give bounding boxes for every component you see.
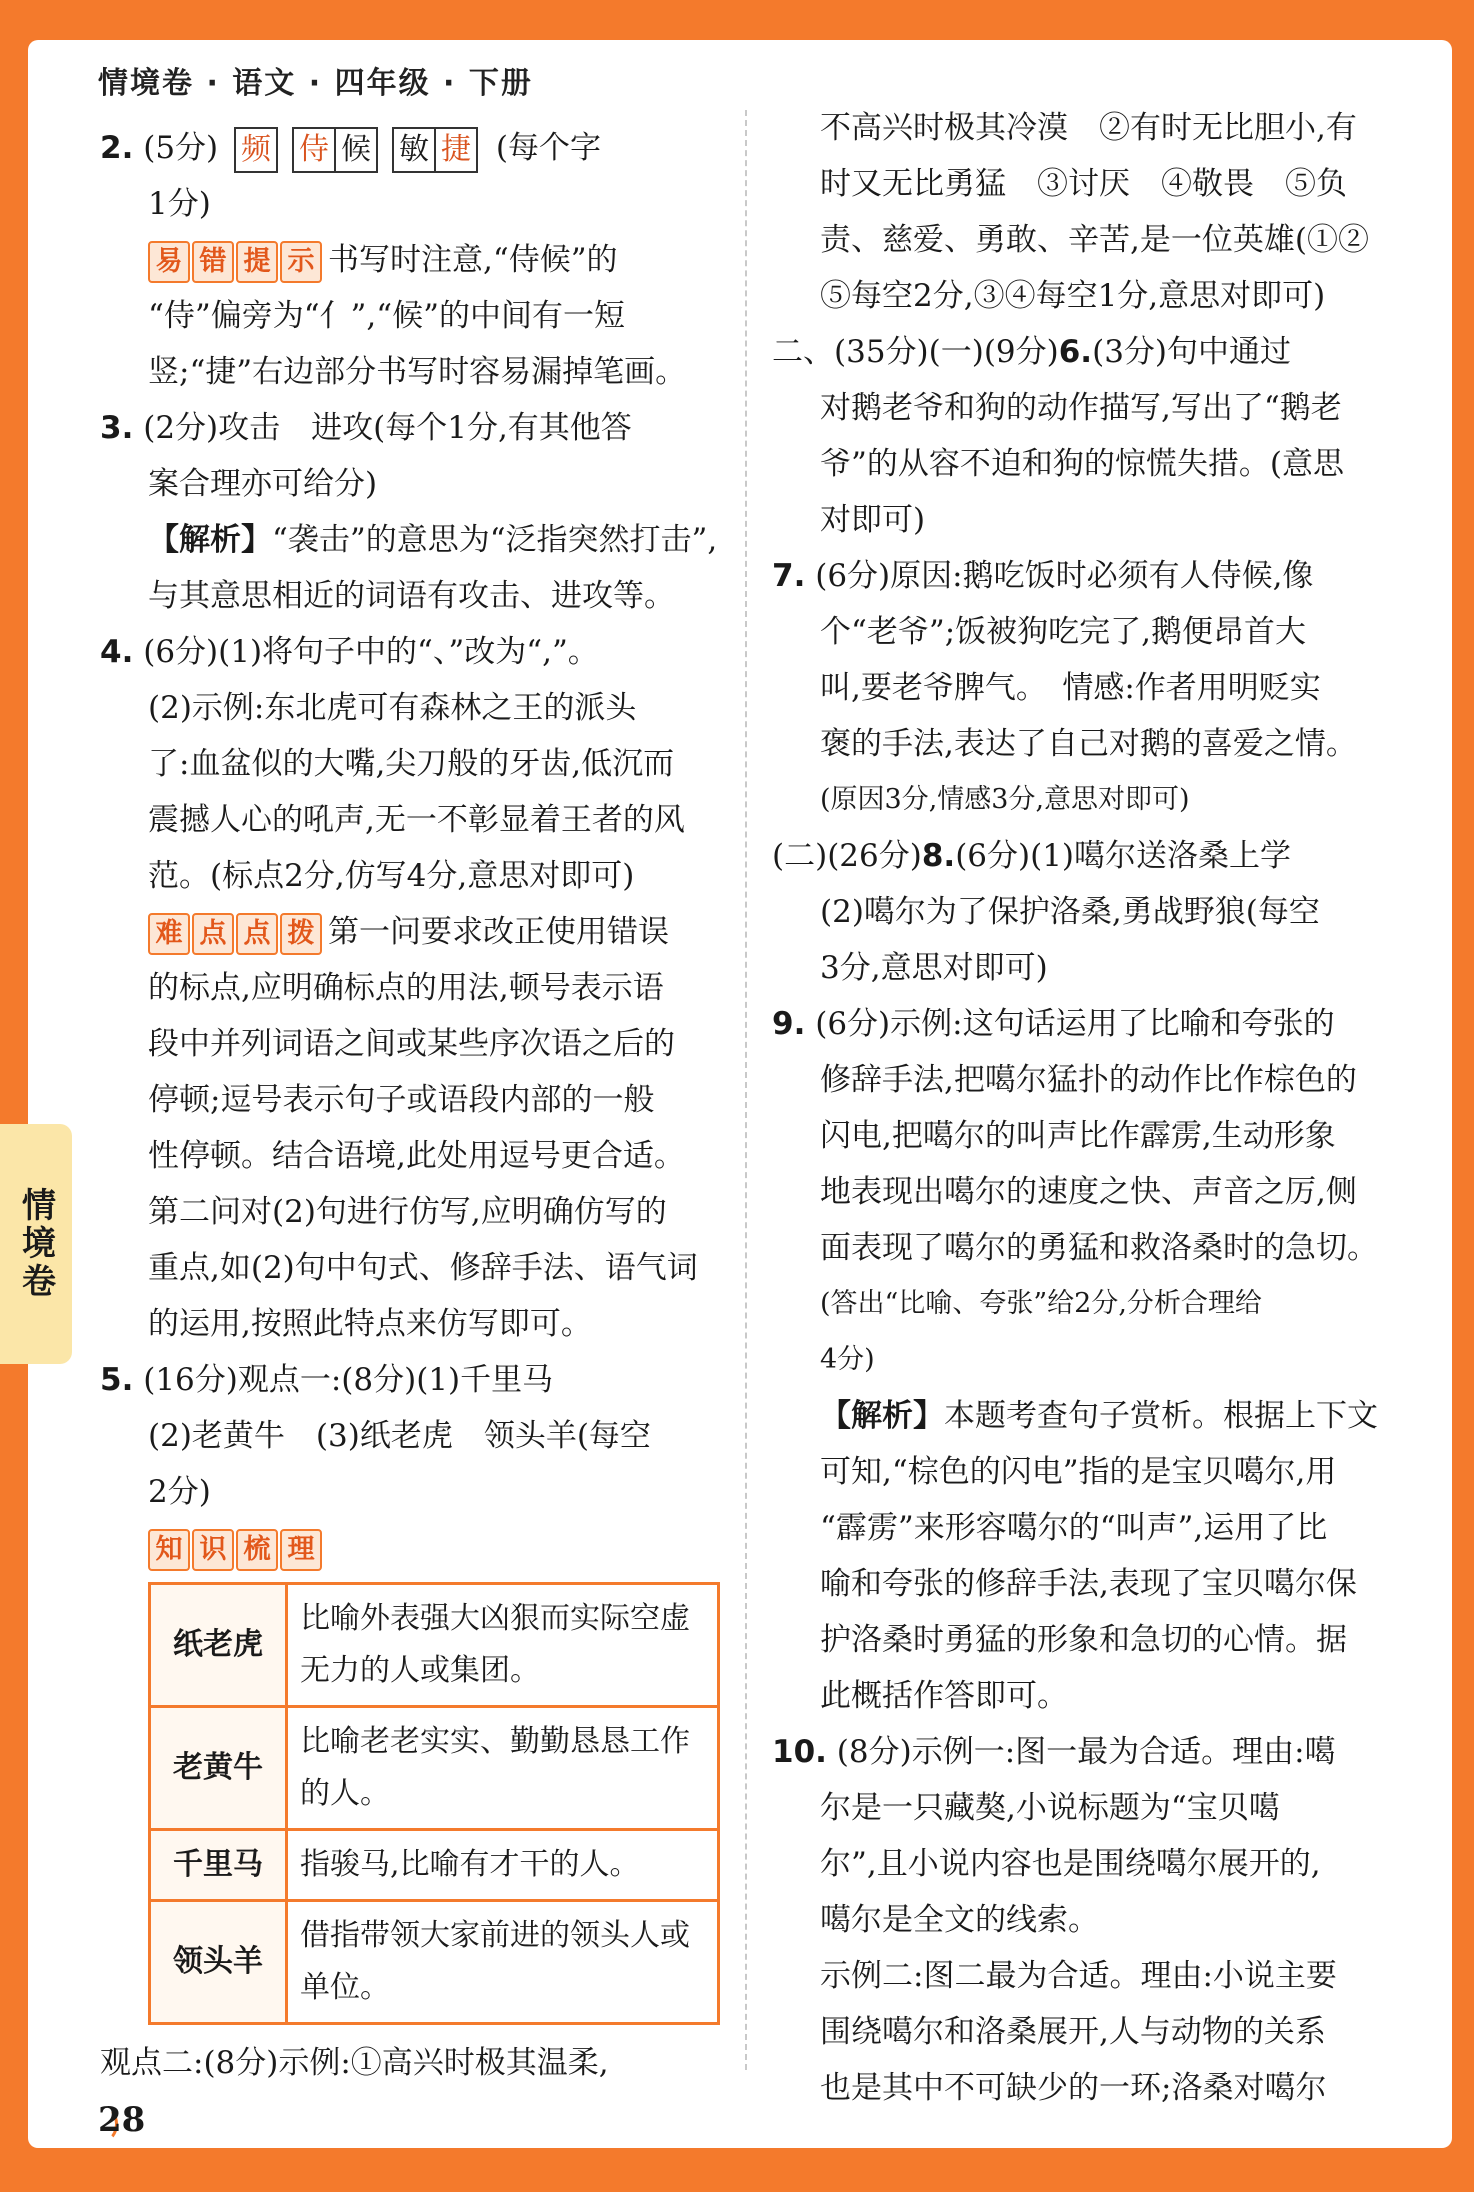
analysis-label: 【解析】 xyxy=(148,522,272,558)
cont-line: 不高兴时极其冷漠 ②有时无比胆小,有 xyxy=(820,110,1357,146)
right-column xyxy=(772,100,1394,2116)
tag-char: 提 xyxy=(236,241,278,283)
q2-score: (5分) xyxy=(143,130,219,166)
q4-line: 震撼人心的吼声,无一不彰显着王者的风 xyxy=(148,802,685,838)
cont-line: ⑤每空2分,③④每空1分,意思对即可) xyxy=(820,278,1326,314)
q8-line: (6分)(1)噶尔送洛桑上学 xyxy=(955,838,1292,874)
tip-label-knowledge xyxy=(148,1529,322,1571)
term-cell: 领头羊 xyxy=(150,1901,287,2024)
q9-analysis: 护洛桑时勇猛的形象和急切的心情。据 xyxy=(820,1622,1347,1658)
tag-char: 知 xyxy=(148,1529,190,1571)
q10-line: (8分)示例一:图一最为合适。理由:噶 xyxy=(836,1734,1336,1770)
tag-char: 识 xyxy=(192,1529,234,1571)
tag-char: 错 xyxy=(192,241,234,283)
section-2-heading: 二、(35分)(一)(9分) xyxy=(772,334,1059,370)
q9-line: 地表现出噶尔的速度之快、声音之厉,侧 xyxy=(820,1174,1357,1210)
q9-analysis: 喻和夸张的修辞手法,表现了宝贝噶尔保 xyxy=(820,1566,1357,1602)
q10-number: 10. xyxy=(772,1734,827,1770)
q9-line: 4分) xyxy=(820,1344,875,1375)
q2-tail: (每个字 xyxy=(495,130,601,166)
q7-line: (6分)原因:鹅吃饭时必须有人侍候,像 xyxy=(815,558,1314,594)
analysis-label: 【解析】 xyxy=(820,1398,944,1434)
q2-tip-line: 竖;“捷”右边部分书写时容易漏掉笔画。 xyxy=(148,354,687,390)
q10-line: 尔是一只藏獒,小说标题为“宝贝噶 xyxy=(820,1790,1280,1826)
q10-line: 围绕噶尔和洛桑展开,人与动物的关系 xyxy=(820,2014,1326,2050)
q6-line: (3分)句中通过 xyxy=(1092,334,1292,370)
q9-analysis: 此概括作答即可。 xyxy=(820,1678,1068,1714)
table-row xyxy=(150,1584,719,1707)
q9-number: 9. xyxy=(772,1006,806,1042)
column-divider xyxy=(745,110,747,2070)
q5-after: 观点二:(8分)示例:①高兴时极其温柔, xyxy=(100,2045,609,2081)
q2-tip-line: “侍”偏旁为“亻”,“候”的中间有一短 xyxy=(148,298,625,334)
q4-tip-line: 的运用,按照此特点来仿写即可。 xyxy=(148,1306,592,1342)
q5-line: 2分) xyxy=(148,1474,211,1510)
cont-line: 责、慈爱、勇敢、辛苦,是一位英雄(①② xyxy=(820,222,1369,258)
left-column xyxy=(100,120,720,2091)
q2-cont: 1分) xyxy=(148,186,211,222)
tip-label-easy-error xyxy=(148,241,322,283)
q3-analysis: “袭击”的意思为“泛指突然打击”, xyxy=(272,522,718,558)
q2-number: 2. xyxy=(100,130,134,166)
subsection-2-heading: (二)(26分) xyxy=(772,838,922,874)
q4-tip-line: 段中并列词语之间或某些序次语之后的 xyxy=(148,1026,675,1062)
tag-char: 拨 xyxy=(280,913,322,955)
q6-line: 对鹅老爷和狗的动作描写,写出了“鹅老 xyxy=(820,390,1342,426)
q2-tip-line: 书写时注意,“侍候”的 xyxy=(328,242,618,278)
question-2 xyxy=(100,120,720,400)
q4-line: 范。(标点2分,仿写4分,意思对即可) xyxy=(148,858,635,894)
q7-line: (原因3分,情感3分,意思对即可) xyxy=(820,784,1190,815)
q10-line: 也是其中不可缺少的一环;洛桑对噶尔 xyxy=(820,2070,1327,2106)
q6-number: 6. xyxy=(1058,334,1093,370)
q5-line: (16分)观点一:(8分)(1)千里马 xyxy=(143,1362,554,1398)
q8-line: (2)噶尔为了保护洛桑,勇战野狼(每空 xyxy=(820,894,1320,930)
tag-char: 点 xyxy=(236,913,278,955)
question-5 xyxy=(100,1352,720,2091)
tag-char: 点 xyxy=(192,913,234,955)
definition-cell: 比喻老老实实、勤勤恳恳工作的人。 xyxy=(287,1707,719,1830)
q9-analysis: “霹雳”来形容噶尔的“叫声”,运用了比 xyxy=(820,1510,1328,1546)
char-box xyxy=(236,127,278,173)
q10-line: 噶尔是全文的线索。 xyxy=(820,1902,1099,1938)
q4-line: (2)示例:东北虎可有森林之王的派头 xyxy=(148,690,637,726)
q4-line: 了:血盆似的大嘴,尖刀般的牙齿,低沉而 xyxy=(148,746,675,782)
q10-line: 尔”,且小说内容也是围绕噶尔展开的, xyxy=(820,1846,1321,1882)
q3-line: (2分)攻击 进攻(每个1分,有其他答 xyxy=(143,410,632,446)
char-box xyxy=(394,127,478,173)
q6-line: 对即可) xyxy=(820,502,926,538)
q7-line: 叫,要老爷脾气。 情感:作者用明贬实 xyxy=(820,670,1321,706)
q9-line: (6分)示例:这句话运用了比喻和夸张的 xyxy=(815,1006,1335,1042)
q9-analysis: 可知,“棕色的闪电”指的是宝贝噶尔,用 xyxy=(820,1454,1337,1490)
q7-line: 个“老爷”;饭被狗吃完了,鹅便昂首大 xyxy=(820,614,1306,650)
char-cell: 候 xyxy=(334,127,378,173)
q5-number: 5. xyxy=(100,1362,134,1398)
tip-label-difficulty xyxy=(148,913,322,955)
term-cell: 老黄牛 xyxy=(150,1707,287,1830)
q4-number: 4. xyxy=(100,634,134,670)
page-header: 情境卷 · 语文 · 四年级 · 下册 xyxy=(98,66,533,101)
char-box xyxy=(294,127,378,173)
char-cell: 敏 xyxy=(392,127,436,173)
q3-line: 案合理亦可给分) xyxy=(148,466,378,502)
tag-char: 示 xyxy=(280,241,322,283)
q9-line: 闪电,把噶尔的叫声比作霹雳,生动形象 xyxy=(820,1118,1336,1154)
q10-line: 示例二:图二最为合适。理由:小说主要 xyxy=(820,1958,1337,1994)
q7-number: 7. xyxy=(772,558,806,594)
term-cell: 千里马 xyxy=(150,1830,287,1901)
table-row xyxy=(150,1707,719,1830)
char-cell: 频 xyxy=(234,127,278,173)
q2-char-boxes xyxy=(228,130,486,166)
char-cell: 侍 xyxy=(292,127,336,173)
side-tab-label: 情境卷 xyxy=(15,1187,56,1301)
q8-line: 3分,意思对即可) xyxy=(820,950,1048,986)
definition-cell: 比喻外表强大凶狠而实际空虚无力的人或集团。 xyxy=(287,1584,719,1707)
q4-tip-line: 第二问对(2)句进行仿写,应明确仿写的 xyxy=(148,1194,667,1230)
q3-analysis: 与其意思相近的词语有攻击、进攻等。 xyxy=(148,578,675,614)
q4-tip-line: 性停顿。结合语境,此处用逗号更合适。 xyxy=(148,1138,685,1174)
q4-line: (6分)(1)将句子中的“、”改为“,”。 xyxy=(143,634,599,670)
question-3 xyxy=(100,400,720,624)
page-number: 28 xyxy=(98,2100,146,2140)
q6-line: 爷”的从容不迫和狗的惊慌失措。(意思 xyxy=(820,446,1344,482)
q7-line: 褒的手法,表达了自己对鹅的喜爱之情。 xyxy=(820,726,1357,762)
tag-char: 易 xyxy=(148,241,190,283)
char-cell: 捷 xyxy=(434,127,478,173)
q3-number: 3. xyxy=(100,410,134,446)
tag-char: 理 xyxy=(280,1529,322,1571)
q9-line: 修辞手法,把噶尔猛扑的动作比作棕色的 xyxy=(820,1062,1357,1098)
tag-char: 难 xyxy=(148,913,190,955)
q5-line: (2)老黄牛 (3)纸老虎 领头羊(每空 xyxy=(148,1418,651,1454)
q4-tip-line: 停顿;逗号表示句子或语段内部的一般 xyxy=(148,1082,655,1118)
q4-tip-line: 重点,如(2)句中句式、修辞手法、语气词 xyxy=(148,1250,698,1286)
q9-line: 面表现了噶尔的勇猛和救洛桑时的急切。 xyxy=(820,1230,1378,1266)
table-row xyxy=(150,1901,719,2024)
side-tab xyxy=(0,1124,72,1364)
table-row xyxy=(150,1830,719,1901)
definition-cell: 指骏马,比喻有才干的人。 xyxy=(287,1830,719,1901)
q9-line: (答出“比喻、夸张”给2分,分析合理给 xyxy=(820,1288,1262,1319)
definition-cell: 借指带领大家前进的领头人或单位。 xyxy=(287,1901,719,2024)
q8-number: 8. xyxy=(921,838,956,874)
question-4 xyxy=(100,624,720,1352)
cont-line: 时又无比勇猛 ③讨厌 ④敬畏 ⑤负 xyxy=(820,166,1347,202)
knowledge-table xyxy=(148,1582,720,2025)
term-cell: 纸老虎 xyxy=(150,1584,287,1707)
q4-tip-line: 的标点,应明确标点的用法,顿号表示语 xyxy=(148,970,664,1006)
q9-analysis: 本题考查句子赏析。根据上下文 xyxy=(944,1398,1378,1434)
q4-tip-line: 第一问要求改正使用错误 xyxy=(328,914,669,950)
tag-char: 梳 xyxy=(236,1529,278,1571)
